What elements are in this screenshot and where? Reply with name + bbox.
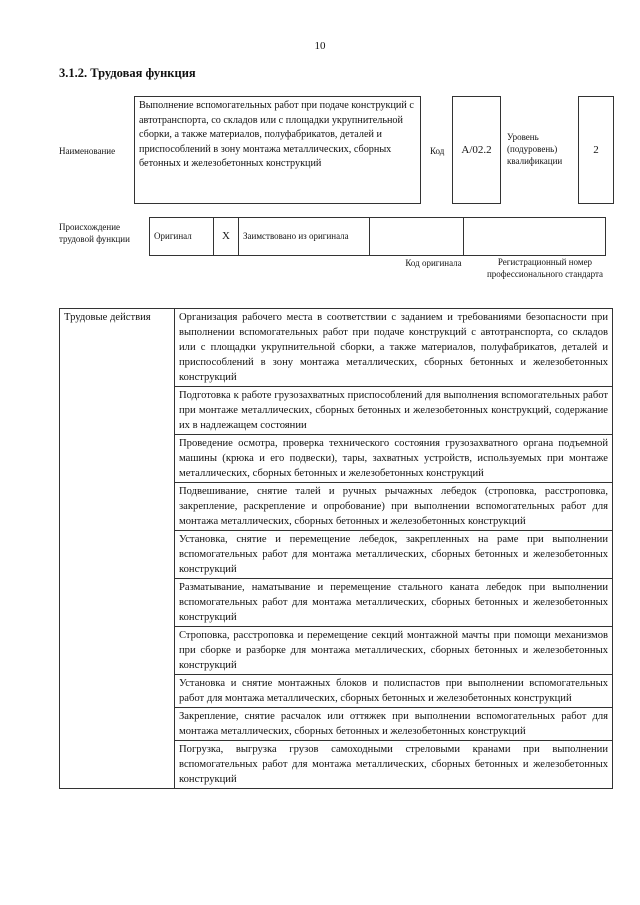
- labor-action-item: Погрузка, выгрузка грузов самоходными стреловыми кранами при выполнении вспомогательных работ для монтажа металлических, сборных бетонных и железобетонных конструкций: [175, 741, 613, 789]
- labor-action-item: Строповка, расстроповка и перемещение секций монтажной мачты при помощи механизмов при сборке и разборке для монтажа металлических, сборных бетонных и железобетонных конструкций: [175, 627, 613, 675]
- original-code-cell: [370, 218, 464, 256]
- name-label: Наименование: [59, 146, 116, 156]
- origin-row: [150, 218, 606, 256]
- labor-action-item: Разматывание, наматывание и перемещение стального каната лебедок при выполнении вспомогательных работ для монтажа металлических, сборных бетонных и железобетонных конструкций: [175, 579, 613, 627]
- origin-table: [149, 217, 606, 256]
- function-name-box: Выполнение вспомогательных работ при подаче конструкций с автотранспорта, со складов или с площадки укрупнительной сборки, а также материалов, полуфабрикатов, деталей и приспособлений в зону монтажа металлических, сборных бетонных и железобетонных конструкций: [134, 96, 421, 204]
- labor-action-item: Подготовка к работе грузозахватных приспособлений для выполнения вспомогательных работ при монтаже металлических, сборных бетонных и железобетонных конструкций, содержание их в надлежащем состоянии: [175, 387, 613, 435]
- labor-action-item: Установка и снятие монтажных блоков и полиспастов при выполнении вспомогательных работ для монтажа металлических, сборных бетонных и железобетонных конструкций: [175, 675, 613, 708]
- borrowed-label-cell: Заимствовано из оригинала: [239, 218, 370, 256]
- qualification-level-label: Уровень (подуровень) квалификации: [507, 132, 563, 166]
- labor-actions-table: [59, 308, 613, 789]
- code-value-box: А/02.2: [452, 96, 501, 204]
- origin-label: Происхождение трудовой функции: [59, 222, 130, 244]
- section-title: 3.1.2. Трудовая функция: [59, 66, 196, 80]
- registration-number-cell: [464, 218, 606, 256]
- qualification-level-box: 2: [578, 96, 614, 204]
- original-code-caption: Код оригинала: [405, 258, 462, 268]
- original-label-cell: Оригинал: [150, 218, 214, 256]
- labor-action-item: Подвешивание, снятие талей и ручных рычажных лебедок (строповка, расстроповка, закрепление, раскрепление и опробование) при выполнении вспомогательных работ для монтажа металлических, сборных бетонных и железобетонных конструкций: [175, 483, 613, 531]
- table-row: [60, 309, 613, 387]
- labor-action-item: Установка, снятие и перемещение лебедок, закрепленных на раме при выполнении вспомогательных работ для монтажа металлических, сборных бетонных и железобетонных конструкций: [175, 531, 613, 579]
- original-mark-cell: X: [214, 218, 239, 256]
- code-label: Код: [430, 146, 445, 156]
- labor-action-item: Закрепление, снятие расчалок или оттяжек при выполнении вспомогательных работ для монтажа металлических, сборных бетонных и железобетонных конструкций: [175, 708, 613, 741]
- registration-number-caption: Регистрационный номер профессионального стандарта: [486, 257, 604, 279]
- labor-action-item: Проведение осмотра, проверка технического состояния грузозахватного органа подъемной машины (крюка и его подвески), тары, захватных устройств, используемых при монтаже металлических, сборных бетонных и железобетонных конструкций: [175, 435, 613, 483]
- page-number: 10: [314, 40, 326, 52]
- labor-action-item: Организация рабочего места в соответствии с заданием и требованиями безопасности при выполнении вспомогательных работ при подаче конструкций с автотранспорта, со складов или с площадки укрупнительной сборки, а также материалов, полуфабрикатов, деталей и приспособлений в зону монтажа металлических, сборных бетонных и железобетонных конструкций: [175, 309, 613, 387]
- labor-actions-label: Трудовые действия: [60, 309, 175, 789]
